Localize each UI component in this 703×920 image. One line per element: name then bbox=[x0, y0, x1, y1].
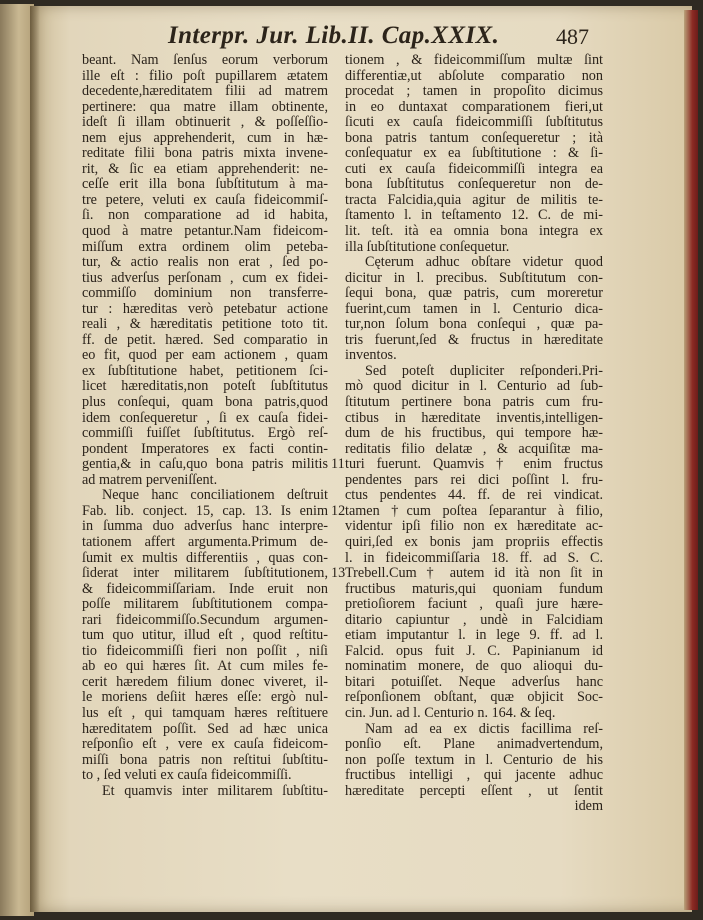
text-line bbox=[345, 364, 603, 380]
text-line-content: Et quamvis inter militarem ſubſtitu- bbox=[102, 782, 328, 799]
text-line-content: Falcid. opus fuit J. C. Papinianum id bbox=[345, 642, 603, 659]
text-line bbox=[82, 240, 328, 256]
text-line bbox=[345, 208, 603, 224]
text-line bbox=[82, 628, 328, 644]
text-line bbox=[82, 784, 328, 800]
text-line bbox=[345, 177, 603, 193]
text-line-content: tur, & actio realis non erat , ſed po- bbox=[82, 254, 328, 271]
text-line bbox=[82, 535, 328, 551]
text-line-content: etiam imputantur l. in lege 9. ff. ad l. bbox=[345, 627, 603, 644]
text-line-content: non poſſe textum in l. Centurio de his bbox=[345, 751, 603, 768]
text-line bbox=[82, 457, 328, 473]
text-line-content: tum quo utitur, illud eſt , quod reſtitu- bbox=[82, 627, 328, 644]
text-line bbox=[345, 53, 603, 69]
text-line bbox=[82, 333, 328, 349]
text-line-content: tio fideicommiſſi fieri non poſſit , niſi bbox=[82, 642, 328, 659]
text-line-content: ſtamento l. in teſtamento 12. C. de mi- bbox=[345, 207, 603, 224]
text-line bbox=[82, 53, 328, 69]
text-line bbox=[82, 442, 328, 458]
text-line bbox=[82, 504, 328, 520]
marginal-number: 11 bbox=[331, 456, 345, 473]
text-line-content: hæreditatem poſſit. Sed ad hæc unica bbox=[82, 720, 328, 737]
text-line bbox=[82, 162, 328, 178]
text-line-content: ff. de petit. hæred. Sed comparatio in bbox=[82, 331, 328, 348]
text-line-content: ab eo qui hæres ſit. At cum miles fe- bbox=[82, 658, 328, 675]
text-line-content: pondent Imperatores ex facti contin- bbox=[82, 440, 328, 457]
text-line bbox=[82, 302, 328, 318]
text-line-content: miſſum extra ordinem olim peteba- bbox=[82, 238, 328, 255]
text-line-content: cin. Jun. ad l. Centurio n. 164. & ſeq. bbox=[345, 704, 556, 721]
text-line-content: differentiæ,ut abſolute comparatio non bbox=[345, 67, 603, 84]
text-line-content: pendentes pars rei dici poſſint l. fru- bbox=[345, 471, 603, 488]
text-line bbox=[82, 271, 328, 287]
text-line bbox=[345, 519, 603, 535]
text-line-content: in eo duntaxat comparationem fieri,ut bbox=[345, 98, 603, 115]
text-line-content: reſponſionem obſtant, quæ objicit Soc- bbox=[345, 689, 603, 706]
text-line-content: decedente,hæreditatem filii ad matrem bbox=[82, 83, 328, 100]
text-line bbox=[82, 737, 328, 753]
text-line bbox=[345, 115, 603, 131]
text-line bbox=[345, 690, 603, 706]
text-line-content: Fab. lib. conject. 15, cap. 13. Is enim bbox=[82, 502, 328, 519]
text-line-content: cuti ex cauſa fideicommiſſi integra ea bbox=[345, 160, 603, 177]
text-line bbox=[82, 395, 328, 411]
text-line bbox=[82, 753, 328, 769]
text-line-content: tionem , & fideicommiſſum multæ ſint bbox=[345, 52, 603, 68]
page-block-edge bbox=[684, 10, 698, 910]
text-line bbox=[82, 706, 328, 722]
text-line-content: rit, & ſic ea etiam apprehenderit: ne- bbox=[82, 160, 328, 177]
text-line-content: ideſt ſi illam obtinuerit , & poſſeſſio- bbox=[82, 114, 328, 131]
text-line-content: poſſe militarem ſubſtitutionem compa- bbox=[82, 596, 328, 613]
text-line-content: ceſſe erit illa bona ſubſtitutum à ma- bbox=[82, 176, 328, 193]
text-line bbox=[82, 177, 328, 193]
text-line-content: pertinere: qua matre illam obtinente, bbox=[82, 98, 328, 115]
text-line bbox=[82, 722, 328, 738]
text-line bbox=[82, 193, 328, 209]
text-line bbox=[345, 784, 603, 800]
text-line-content: reſponſio eſt , vere ex cauſa fideicom- bbox=[82, 736, 328, 753]
text-line bbox=[345, 317, 603, 333]
text-line bbox=[82, 317, 328, 333]
page-header bbox=[0, 22, 703, 52]
text-line-content: tius adverſus perſonam , cum ex fidei- bbox=[82, 269, 328, 286]
text-line bbox=[82, 255, 328, 271]
text-line-content: nominatim monere, de quo alioqui du- bbox=[345, 658, 603, 675]
text-line-content: dicitur in l. precibus. Subſtitutum con- bbox=[345, 269, 603, 286]
text-line-content: gentia,& in caſu,quo bona patris militis bbox=[82, 456, 328, 473]
text-line-content: pretioſiorem faciunt , quaſi jure hære- bbox=[345, 596, 603, 613]
text-line-content: commiſſo dominium non transferre- bbox=[82, 285, 328, 302]
text-line-content: videntur ipſi filio non ex hæreditate ac- bbox=[345, 518, 603, 535]
text-line bbox=[345, 426, 603, 442]
text-line bbox=[345, 411, 603, 427]
text-line bbox=[82, 675, 328, 691]
text-line-content: tracta Falcidia,quia agitur de militis te- bbox=[345, 191, 603, 208]
gutter-shadow bbox=[30, 6, 40, 912]
text-line-content: bona patris tantum conſequeretur ; ità bbox=[345, 129, 603, 146]
text-line bbox=[345, 286, 603, 302]
text-line-content: tur : hæreditas verò petebatur actione bbox=[82, 300, 328, 317]
text-line-content: le moriens deſiit hæres eſſe: ergò nul- bbox=[82, 689, 328, 706]
text-line-content: reali , & hæreditatis petitione toto tit. bbox=[82, 316, 328, 333]
text-line-content: eo fit, quod per eam actionem , quam bbox=[82, 347, 328, 364]
text-line bbox=[82, 348, 328, 364]
previous-page-edge bbox=[0, 4, 34, 916]
right-text-column bbox=[331, 52, 603, 815]
text-line-content: nem ejus apprehenderit, cum in hæ- bbox=[82, 129, 328, 146]
text-line bbox=[82, 224, 328, 240]
text-line-content: ille eſt : filio poſt pupillarem ætatem bbox=[82, 67, 328, 84]
text-line bbox=[82, 644, 328, 660]
text-line-content: ad matrem perveniſſent. bbox=[82, 471, 218, 488]
text-line-content: turi fuerunt. Quamvis † enim fructus bbox=[345, 456, 603, 473]
text-line-content: tamen †cum poſtea ſeparantur à filio, bbox=[345, 502, 603, 519]
text-line-content: inventos. bbox=[345, 347, 397, 364]
text-line bbox=[345, 768, 603, 784]
text-line-content: fructibus maturis,qui quoniam fundum bbox=[345, 580, 603, 597]
text-line-content: reditatis filio delatæ , & acquiſitæ ma- bbox=[345, 440, 603, 457]
text-line-content: ſtitutum pertinere bona patris cum fru- bbox=[345, 394, 603, 411]
text-line bbox=[345, 722, 603, 738]
text-line-content: ſiderat inter militarem ſubſtitutionem, bbox=[82, 565, 328, 582]
text-line bbox=[82, 613, 328, 629]
text-line-content: Sed poteſt dupliciter reſponderi.Pri- bbox=[365, 362, 603, 379]
text-line bbox=[82, 208, 328, 224]
text-line bbox=[345, 69, 603, 85]
text-line-content: fuerint,cum tamen in l. Centurio dica- bbox=[345, 300, 603, 317]
text-line-content: ſequi bona, quæ patris, cum moreretur bbox=[345, 285, 603, 302]
text-line-content: hæreditate percepti eſſent , ut ſentit bbox=[345, 782, 603, 799]
text-line-content: cerit hæredem filium donec viveret, il- bbox=[82, 673, 328, 690]
text-line-content: to , ſed veluti ex cauſa fideicommiſſi. bbox=[82, 767, 292, 784]
text-line-content: ctibus in hæreditate inventis,intelligen- bbox=[345, 409, 603, 426]
text-line bbox=[82, 566, 328, 582]
text-line-content: quod à matre petantur.Nam fideicom- bbox=[82, 223, 328, 240]
text-line-content: l. in fideicommiſſaria 18. ff. ad S. C. bbox=[345, 549, 603, 566]
text-line-content: ponſio eſt. Plane animadvertendum, bbox=[345, 736, 603, 753]
text-line-content: ex ſubſtitutione habet, petitionem ſci- bbox=[82, 362, 328, 379]
catchword: idem bbox=[574, 798, 603, 815]
text-line-content: beant. Nam ſenſus eorum verborum bbox=[82, 52, 328, 68]
left-text-column bbox=[82, 53, 328, 799]
running-title: Interpr. Jur. Lib.II. Cap.XXIX. bbox=[168, 22, 500, 49]
text-line bbox=[345, 271, 603, 287]
text-line bbox=[345, 224, 603, 240]
text-line-content: plus conſequi, quam bona patris,quod bbox=[82, 394, 328, 411]
marginal-number: 12 bbox=[331, 502, 346, 519]
text-line bbox=[82, 411, 328, 427]
text-line bbox=[345, 193, 603, 209]
text-line-content: reditate filii bona patris mixta invene- bbox=[82, 145, 328, 162]
text-line-content: Nam ad ea ex dictis facillima reſ- bbox=[365, 720, 603, 737]
text-line bbox=[345, 737, 603, 753]
marginal-number: 13 bbox=[331, 565, 346, 582]
text-line-content: bitari potuiſſet. Neque adverſus hanc bbox=[345, 673, 603, 690]
text-line bbox=[82, 659, 328, 675]
text-line bbox=[82, 690, 328, 706]
text-line bbox=[345, 333, 603, 349]
text-line-content: conſequatur ex ea ſubſtitutione : & ſi- bbox=[345, 145, 603, 162]
text-line bbox=[82, 597, 328, 613]
text-line bbox=[345, 551, 603, 567]
text-line bbox=[345, 644, 603, 660]
text-line bbox=[345, 240, 603, 256]
text-line-content: in ſumma duo adverſus hanc interpre- bbox=[82, 518, 328, 535]
text-line bbox=[331, 502, 603, 520]
text-line bbox=[345, 348, 603, 364]
text-line-content: tationem affert argumenta.Primum de- bbox=[82, 533, 328, 550]
text-line bbox=[345, 582, 603, 598]
text-line-content: idem conſequeretur , ſi ex cauſa fidei- bbox=[82, 409, 328, 426]
text-line bbox=[345, 379, 603, 395]
text-line-content: tre petere, veluti ex cauſa fideicommiſ- bbox=[82, 191, 328, 208]
text-line-content: miſſi bona patris non reſtitui ſubſtitu- bbox=[82, 751, 328, 768]
text-line-content: lus eſt , qui tamquam hæres reſtituere bbox=[82, 704, 328, 721]
text-line bbox=[82, 286, 328, 302]
text-line-content: ctus pendentes 44. ff. de rei vindicat. bbox=[345, 487, 603, 504]
text-line bbox=[345, 302, 603, 318]
text-line bbox=[82, 551, 328, 567]
text-line bbox=[345, 675, 603, 691]
text-line bbox=[345, 131, 603, 147]
text-line bbox=[82, 100, 328, 116]
text-line-content: ſumit ex multis differentiis , quas con- bbox=[82, 549, 328, 566]
text-line bbox=[82, 768, 328, 784]
text-line bbox=[345, 84, 603, 100]
text-line bbox=[345, 753, 603, 769]
text-line-content: Cęterum adhuc obſtare videtur quod bbox=[365, 254, 603, 271]
text-line bbox=[345, 146, 603, 162]
text-line bbox=[82, 379, 328, 395]
text-line bbox=[82, 582, 328, 598]
page-number: 487 bbox=[556, 24, 589, 49]
text-line bbox=[345, 162, 603, 178]
text-line bbox=[331, 565, 603, 582]
text-line bbox=[345, 535, 603, 551]
text-line bbox=[345, 100, 603, 116]
text-line bbox=[345, 659, 603, 675]
text-line-content: lit. teſt. ità ea omnia bona integra ex bbox=[345, 223, 603, 240]
text-line bbox=[331, 456, 603, 473]
text-line-content: ditario capiuntur , undè in Falcidiam bbox=[345, 611, 603, 628]
text-line bbox=[345, 395, 603, 411]
text-line-content: fructibus intelligi , qui jacente adhuc bbox=[345, 767, 603, 784]
text-line bbox=[345, 473, 603, 489]
text-line bbox=[345, 442, 603, 458]
text-line-content: illa ſubſtitutione conſequetur. bbox=[345, 238, 510, 255]
text-line bbox=[345, 255, 603, 271]
text-line bbox=[345, 488, 603, 504]
text-line-content: licet hæreditatis,non poteſt ſubſtitutus bbox=[82, 378, 328, 395]
text-line-content: ſi. non comparatione ad id habita, bbox=[82, 207, 328, 224]
text-line-content: Neque hanc conciliationem deſtruit bbox=[102, 487, 328, 504]
text-line bbox=[345, 613, 603, 629]
text-line-content: commiſſi fuiſſet ſubſtitutus. Ergò reſ- bbox=[82, 425, 328, 442]
text-line bbox=[82, 69, 328, 85]
text-line-content: & fideicommiſſariam. Inde eruit non bbox=[82, 580, 328, 597]
text-line bbox=[345, 628, 603, 644]
text-line bbox=[82, 519, 328, 535]
text-line-content: tur,non ſolum bona conſequi , quæ pa- bbox=[345, 316, 603, 333]
text-line bbox=[345, 706, 603, 722]
text-line-content: bona ſubſtitutus conſequeretur non de- bbox=[345, 176, 603, 193]
text-line bbox=[82, 115, 328, 131]
text-line-content: tris fuerunt,ſed & fructus in hæreditate bbox=[345, 331, 603, 348]
text-line bbox=[82, 364, 328, 380]
text-line bbox=[82, 488, 328, 504]
text-line-content: Trebell.Cum † autem id ità non ſit in bbox=[345, 565, 603, 582]
text-line-content: rari fideicommiſſo.Secundum argumen- bbox=[82, 611, 328, 628]
text-line bbox=[82, 146, 328, 162]
text-line-content: mò quod dicitur in l. Centurio ad ſub- bbox=[345, 378, 603, 395]
text-line bbox=[345, 597, 603, 613]
text-line-content: dum de his fructibus, qui tempore hæ- bbox=[345, 425, 603, 442]
text-line bbox=[82, 131, 328, 147]
text-line bbox=[82, 426, 328, 442]
text-line-content: ſicuti ex cauſa fideicommiſſi ſubſtitutus bbox=[345, 114, 603, 131]
text-line bbox=[82, 473, 328, 489]
text-line bbox=[82, 84, 328, 100]
text-line-content: quiri,ſed ex bonis jam propriis effectis bbox=[345, 533, 603, 550]
text-line-content: procedat ; tamen in propoſito dicimus bbox=[345, 83, 603, 100]
